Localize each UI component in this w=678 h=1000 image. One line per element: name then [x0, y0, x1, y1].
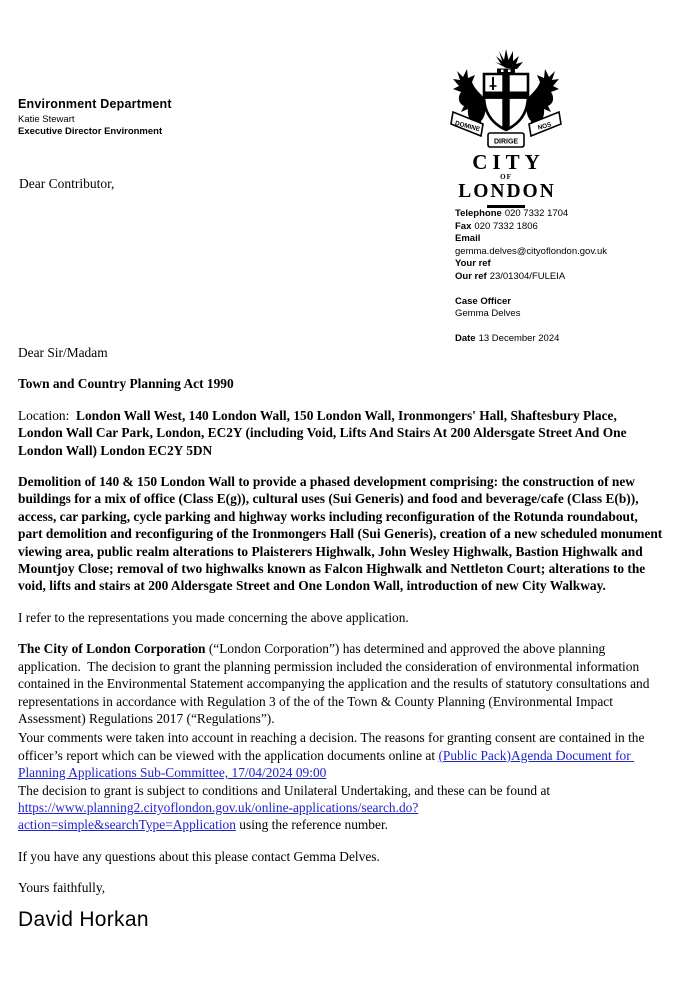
logo-of-text: OF — [500, 173, 512, 181]
officer-title: Executive Director Environment — [18, 126, 163, 137]
signature-name: David Horkan — [18, 907, 149, 931]
department-name: Environment Department — [18, 97, 172, 111]
motto-nos: NOS — [537, 121, 553, 132]
logo-london-text: LONDON — [458, 181, 556, 202]
act-heading: Town and Country Planning Act 1990 — [18, 376, 234, 392]
case-officer-label-row: Case Officer — [455, 295, 511, 307]
motto-domine: DOMINE — [454, 119, 481, 134]
contact-details — [455, 208, 670, 345]
logo-city-text: CITY — [472, 150, 545, 174]
location-label: Location: — [18, 407, 77, 423]
case-officer-value-row: Gemma Delves — [455, 308, 521, 320]
your-ref-row: Your ref — [455, 258, 491, 270]
closing: Yours faithfully, — [18, 880, 106, 896]
email-label-row: Email — [455, 233, 481, 245]
location-paragraph — [18, 407, 664, 459]
email-address: gemma.delves@cityoflondon.gov.uk — [455, 245, 608, 257]
proposal-paragraph: Demolition of 140 & 150 London Wall to provide a phased development comprising: the construction of new buildings for a mix of office (Class E(g)), cultural uses (Sui Generis) and food and beverage/cafe (Class E(b)), access, car parking, cycle parking and highway works including reconfiguration of the Rotunda roundabout, part demolition and reconfiguring of the Ironmongers Hall (Sui Generis), creation of a new scheduled monument viewing area, public realm alterations to Plaisterers Highwalk, John Wesley Highwalk, Bastion Highwalk and Mountjoy Close; removal of two highwalks known as Falcon Highwalk and Nettleton Court; alterations to the void, lifts and stairs at 200 Aldersgate Street and One London Wall, introduction of new City Walkway. — [18, 474, 666, 594]
department-header — [18, 97, 172, 137]
decision-paragraph: The City of London Corporation (“London Corporation”) has determined and approved the above planning application. The decision to grant the planning permission included the consideration of environmental information contained in the Environmental Statement accompanying the application and the results of statutory consultations and representations in accordance with Regulation 3 of the of the Town & County Planning (Environmental Impact Assessment) Regulations 2017 (“Regulations”). — [18, 641, 653, 726]
fax-row: Fax 020 7332 1806 — [455, 220, 538, 232]
salutation: Dear Sir/Madam — [18, 345, 108, 360]
crest-torse — [497, 69, 515, 74]
agenda-document-link[interactable]: (Public Pack)Agenda Document for Planning Applications Sub-Committee, 17/04/2024 09:00 — [18, 747, 635, 781]
questions-paragraph: If you have any questions about this please contact Gemma Delves. — [18, 848, 380, 864]
telephone-row: Telephone 020 7332 1704 — [455, 208, 569, 219]
crest-plume-icon — [495, 49, 523, 69]
motto-dirige: DIRIGE — [493, 138, 519, 146]
city-of-london-crest — [450, 48, 562, 150]
representations-paragraph: I refer to the representations you made concerning the above application. — [18, 609, 409, 625]
email-value-row — [455, 246, 670, 259]
our-ref-row: Our ref 23/01304/FULEIA — [455, 270, 566, 282]
planning-search-link[interactable]: https://www.planning2.cityoflondon.gov.uk/online-applications/search.do? action=simple&searchType=Application — [18, 799, 419, 833]
date-row: Date 13 December 2024 — [455, 332, 560, 344]
officer-name: Katie Stewart — [18, 114, 75, 125]
location-value: London Wall West, 140 London Wall, 150 London Wall, Ironmongers' Hall, Shaftesbury Place, London Wall Car Park, London, EC2Y (including Void, Lifts And Stairs At 200 Aldersgate Street And One London Wall) London EC2Y 5DN — [18, 407, 630, 458]
city-of-london-logo — [440, 48, 572, 208]
comments-paragraph: Your comments were taken into account in reaching a decision. The reasons for granting consent are contained in the officer’s report which can be viewed with the application documents online at (Public Pack)Agenda Document for Planning Applications Sub-Committee, 17/04/2024 09:00 The decision to grant is subject to conditions and Unilateral Undertaking, and these can be found at https://www.planning2.cityoflondon.gov.uk/online-applications/search.do? action=simple&searchType=Application using the reference number. — [18, 730, 648, 833]
salutation-contributor: Dear Contributor, — [19, 176, 115, 191]
corporation-name: The City of London Corporation — [18, 641, 206, 657]
letter-body — [18, 340, 666, 931]
